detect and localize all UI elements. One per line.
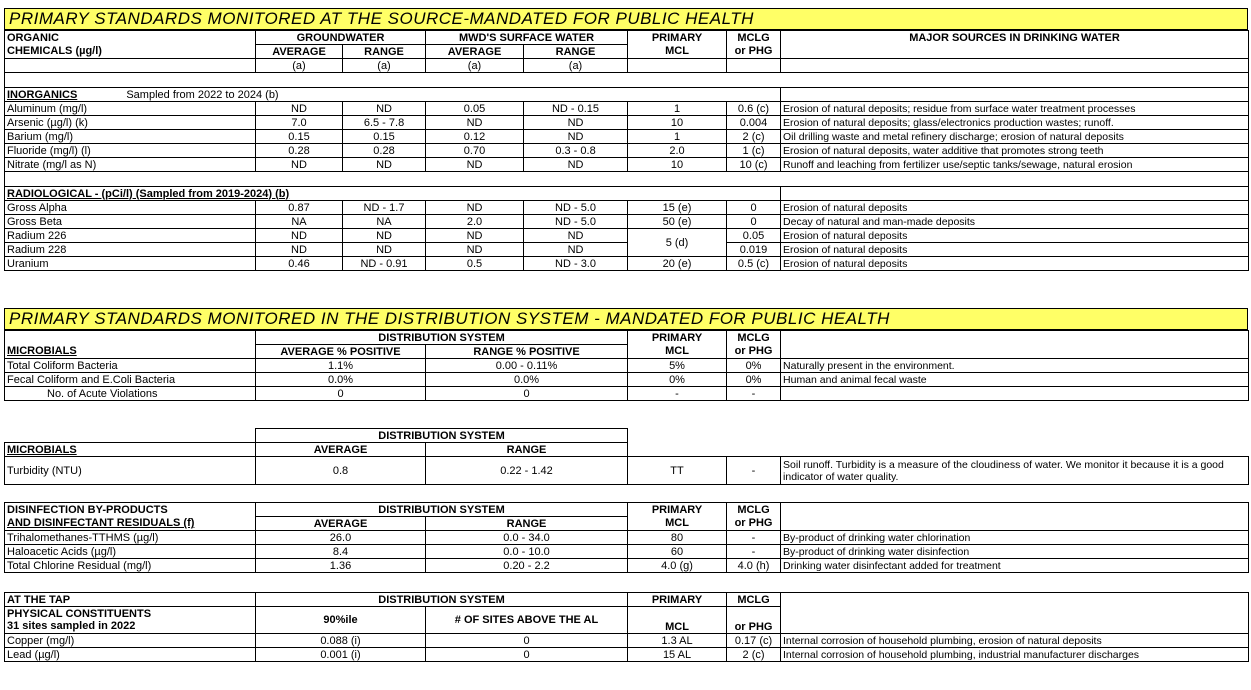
dbp-hdr-range: RANGE [426,517,628,531]
tap-mclg: 0.17 (c) [727,634,781,648]
hdr-a-5 [628,59,727,73]
dbp-mcl: 4.0 (g) [628,559,727,573]
dbp-name: Haloacetic Acids (µg/l) [5,545,256,559]
radiological-sw-range: ND - 3.0 [524,257,628,271]
tap-source: Internal corrosion of household plumbing, erosion of natural deposits [781,634,1249,648]
spacer-row [5,73,1249,88]
inorganic-mclg: 1 (c) [727,144,781,158]
tap-row [5,634,1249,648]
inorganic-mcl: 1 [628,102,727,116]
tap-hdr-blank2 [781,607,1249,634]
inorganic-sw-avg: ND [426,116,524,130]
dbp-hdr-mcl: MCL [628,517,727,531]
dbp-name: Trihalomethanes-TTHMS (µg/l) [5,531,256,545]
inorganic-gw-range: 0.15 [343,130,426,144]
inorganic-mcl: 10 [628,116,727,130]
dist-hdr-primary: PRIMARY [628,331,727,345]
inorganic-sw-range: ND [524,116,628,130]
dist-hdr-mclg: MCLG [727,331,781,345]
turbidity-mclg: - [727,457,781,485]
inorganic-row [5,116,1249,130]
turbidity-mcl: TT [628,457,727,485]
radiological-row [5,201,1249,215]
tap-hdr-mclg: MCLG [727,593,781,607]
hdr-mwd: MWD'S SURFACE WATER [426,31,628,45]
radiological-row [5,229,1249,243]
inorganic-gw-range: 0.28 [343,144,426,158]
hdr-gw-average: AVERAGE [256,45,343,59]
dbp-source: By-product of drinking water disinfection [781,545,1249,559]
turbidity-table [4,428,1249,485]
dbp-title2: AND DISINFECTANT RESIDUALS (f) [5,517,256,531]
radiological-mclg: 0 [727,201,781,215]
dbp-hdr-primary: PRIMARY [628,503,727,517]
hdr-orphg: or PHG [727,45,781,59]
radiological-title: RADIOLOGICAL - (pCi/l) (Sampled from 2019-2024) (b) [5,187,781,201]
microbial-avg: 0.0% [256,373,426,387]
radiological-gw-range: ND [343,243,426,257]
radiological-source: Erosion of natural deposits [781,201,1249,215]
dbp-row [5,545,1249,559]
turb-hdr-blank [5,429,256,443]
dbp-hdr-average: AVERAGE [256,517,426,531]
inorganic-gw-range: ND [343,158,426,172]
radiological-source: Erosion of natural deposits [781,229,1249,243]
tap-name: Lead (µg/l) [5,648,256,662]
inorganic-gw-range: 6.5 - 7.8 [343,116,426,130]
hdr-a-1: (a) [256,59,343,73]
turbidity-row [5,457,1249,485]
microbial-name: Fecal Coliform and E.Coli Bacteria [5,373,256,387]
radiological-sw-range: ND - 5.0 [524,215,628,229]
hdr-sw-average: AVERAGE [426,45,524,59]
tap-rows [5,634,1249,662]
turb-hdr-system: DISTRIBUTION SYSTEM [256,429,628,443]
turb-hdr-blank3 [628,443,1249,457]
turbidity-avg: 0.8 [256,457,426,485]
radiological-gw-avg: NA [256,215,343,229]
inorganic-name: Fluoride (mg/l) (l) [5,144,256,158]
dbp-hdr-orphg: or PHG [727,517,781,531]
inorganic-row [5,144,1249,158]
microbials-title: MICROBIALS [5,345,256,359]
microbial-source [781,387,1249,401]
dist-hdr-blank [5,331,256,345]
dist-hdr-orphg: or PHG [727,345,781,359]
radiological-mcl: 20 (e) [628,257,727,271]
inorganic-mclg: 2 (c) [727,130,781,144]
radiological-source: Erosion of natural deposits [781,243,1249,257]
radiological-source: Decay of natural and man-made deposits [781,215,1249,229]
radiological-row [5,257,1249,271]
tap-phys1: PHYSICAL CONSTITUENTS [7,608,152,620]
inorganic-source: Runoff and leaching from fertilizer use/septic tanks/sewage, natural erosion [781,158,1249,172]
inorganic-name: Arsenic (µg/l) (k) [5,116,256,130]
hdr-a-7 [781,59,1249,73]
inorganics-title: INORGANICS [7,88,78,101]
inorganic-sw-avg: ND [426,158,524,172]
inorganic-mclg: 0.6 (c) [727,102,781,116]
dist-hdr-mcl: MCL [628,345,727,359]
microbial-name: Total Coliform Bacteria [5,359,256,373]
microbial-range: 0.0% [426,373,628,387]
inorganic-name: Barium (mg/l) [5,130,256,144]
radiological-sw-range: ND - 5.0 [524,201,628,215]
tap-avg: 0.001 (i) [256,648,426,662]
radiological-mclg: 0.05 [727,229,781,243]
radiological-gw-avg: ND [256,243,343,257]
inorganic-name: Nitrate (mg/l as N) [5,158,256,172]
source-table [4,30,1249,271]
inorganics-heading [5,88,781,102]
microbial-avg: 0 [256,387,426,401]
hdr-gw-range: RANGE [343,45,426,59]
hdr-a-blank [5,59,256,73]
inorganic-sw-avg: 0.05 [426,102,524,116]
radiological-sw-avg: ND [426,243,524,257]
inorganic-gw-avg: ND [256,102,343,116]
tap-hdr-mcl: MCL [628,607,727,634]
inorganic-mcl: 2.0 [628,144,727,158]
tap-mcl: 1.3 AL [628,634,727,648]
radiological-mcl: 15 (e) [628,201,727,215]
tap-hdr-blank [781,593,1249,607]
inorganic-row [5,102,1249,116]
turb-hdr-blank2 [628,429,1249,443]
radiological-name: Gross Alpha [5,201,256,215]
turbidity-name: Turbidity (NTU) [5,457,256,485]
inorganic-gw-avg: 0.28 [256,144,343,158]
hdr-primary: PRIMARY [628,31,727,45]
hdr-a-6 [727,59,781,73]
dbp-row [5,559,1249,573]
tap-hdr-system: DISTRIBUTION SYSTEM [256,593,628,607]
tap-hdr-orphg: or PHG [727,607,781,634]
inorganic-mcl: 10 [628,158,727,172]
hdr-a-4: (a) [524,59,628,73]
turbidity-source: Soil runoff. Turbidity is a measure of the cloudiness of water. We monitor it because it is a good indicator of water quality. [781,457,1249,485]
microbial-row [5,387,1249,401]
spacer-row-2 [5,172,1249,187]
radiological-gw-avg: ND [256,229,343,243]
inorganics-rows [5,102,1249,172]
inorganic-sw-range: 0.3 - 0.8 [524,144,628,158]
dbp-avg: 8.4 [256,545,426,559]
radiological-gw-range: ND - 1.7 [343,201,426,215]
microbial-rows [5,359,1249,401]
dbp-mclg: - [727,545,781,559]
microbial-source: Naturally present in the environment. [781,359,1249,373]
inorganic-row [5,130,1249,144]
dbp-rows [5,531,1249,573]
dbp-mcl: 80 [628,531,727,545]
dbp-hdr-blank2 [781,517,1249,531]
tap-range: 0 [426,648,628,662]
inorganic-source: Erosion of natural deposits; residue from surface water treatment processes [781,102,1249,116]
radiological-mclg: 0 [727,215,781,229]
dbp-range: 0.20 - 2.2 [426,559,628,573]
tap-range: 0 [426,634,628,648]
dbp-row [5,531,1249,545]
inorganic-sw-avg: 0.70 [426,144,524,158]
hdr-mclg: MCLG [727,31,781,45]
turbidity-range: 0.22 - 1.42 [426,457,628,485]
microbial-mcl: 5% [628,359,727,373]
tap-table [4,592,1249,662]
dbp-table [4,502,1249,573]
microbial-range: 0 [426,387,628,401]
hdr-range-positive: RANGE % POSITIVE [426,345,628,359]
radiological-gw-range: ND [343,229,426,243]
microbial-avg: 1.1% [256,359,426,373]
dbp-avg: 26.0 [256,531,426,545]
hdr-groundwater: GROUNDWATER [256,31,426,45]
inorganic-mclg: 0.004 [727,116,781,130]
microbial-row [5,373,1249,387]
tap-mcl: 15 AL [628,648,727,662]
hdr-mcl: MCL [628,45,727,59]
microbial-range: 0.00 - 0.11% [426,359,628,373]
tap-avg: 0.088 (i) [256,634,426,648]
hdr-blank [781,45,1249,59]
radiological-name: Radium 226 [5,229,256,243]
microbial-mcl: - [628,387,727,401]
hdr-chemicals: CHEMICALS (µg/l) [5,45,256,59]
dist-hdr-system: DISTRIBUTION SYSTEM [256,331,628,345]
dbp-hdr-system: DISTRIBUTION SYSTEM [256,503,628,517]
inorganic-name: Aluminum (mg/l) [5,102,256,116]
radiological-sw-avg: 0.5 [426,257,524,271]
radiological-sw-range: ND [524,229,628,243]
hdr-sw-range: RANGE [524,45,628,59]
tap-phys2: 31 sites sampled in 2022 [7,620,136,632]
inorganic-sw-avg: 0.12 [426,130,524,144]
microbial-name: No. of Acute Violations [5,387,256,401]
radiological-sw-avg: 2.0 [426,215,524,229]
dbp-name: Total Chlorine Residual (mg/l) [5,559,256,573]
inorganic-row [5,158,1249,172]
dbp-hdr-mclg: MCLG [727,503,781,517]
hdr-avg-positive: AVERAGE % POSITIVE [256,345,426,359]
dist-hdr-blank2 [781,331,1249,345]
tap-hdr-90: 90%ile [256,607,426,634]
tap-hdr-sites: # OF SITES ABOVE THE AL [426,607,628,634]
dist-hdr-blank3 [781,345,1249,359]
radiological-gw-range: ND - 0.91 [343,257,426,271]
radiological-title-blank [781,187,1249,201]
radiological-rows [5,201,1249,271]
inorganic-gw-avg: 0.15 [256,130,343,144]
radiological-name: Gross Beta [5,215,256,229]
inorganic-source: Oil drilling waste and metal refinery discharge; erosion of natural deposits [781,130,1249,144]
radiological-name: Radium 228 [5,243,256,257]
radiological-sw-avg: ND [426,201,524,215]
dbp-source: Drinking water disinfectant added for treatment [781,559,1249,573]
radiological-gw-avg: 0.87 [256,201,343,215]
inorganic-gw-avg: 7.0 [256,116,343,130]
dbp-hdr-blank [781,503,1249,517]
hdr-a-3: (a) [426,59,524,73]
tap-row [5,648,1249,662]
tap-hdr-primary: PRIMARY [628,593,727,607]
radiological-row [5,243,1249,257]
microbial-row [5,359,1249,373]
inorganic-sw-range: ND - 0.15 [524,102,628,116]
microbial-mclg: 0% [727,359,781,373]
turb-hdr-average: AVERAGE [256,443,426,457]
dbp-title1: DISINFECTION BY-PRODUCTS [5,503,256,517]
section1-banner: PRIMARY STANDARDS MONITORED AT THE SOURCE-MANDATED FOR PUBLIC HEALTH [4,8,1248,30]
radiological-mclg: 0.5 (c) [727,257,781,271]
inorganic-mclg: 10 (c) [727,158,781,172]
hdr-organic: ORGANIC [5,31,256,45]
hdr-sources: MAJOR SOURCES IN DRINKING WATER [781,31,1249,45]
radiological-name: Uranium [5,257,256,271]
microbial-mcl: 0% [628,373,727,387]
radiological-gw-range: NA [343,215,426,229]
dbp-range: 0.0 - 10.0 [426,545,628,559]
radiological-mcl: 5 (d) [628,229,727,257]
inorganic-sw-range: ND [524,130,628,144]
turb-hdr-range: RANGE [426,443,628,457]
dbp-source: By-product of drinking water chlorination [781,531,1249,545]
microbial-mclg: 0% [727,373,781,387]
tap-title: AT THE TAP [5,593,256,607]
radiological-sw-avg: ND [426,229,524,243]
inorganic-source: Erosion of natural deposits; glass/electronics production wastes; runoff. [781,116,1249,130]
tap-source: Internal corrosion of household plumbing, industrial manufacturer discharges [781,648,1249,662]
tap-physical [5,607,256,634]
radiological-sw-range: ND [524,243,628,257]
hdr-a-2: (a) [343,59,426,73]
dbp-mclg: 4.0 (h) [727,559,781,573]
radiological-gw-avg: 0.46 [256,257,343,271]
dbp-mcl: 60 [628,545,727,559]
tap-mclg: 2 (c) [727,648,781,662]
dbp-mclg: - [727,531,781,545]
radiological-mcl: 50 (e) [628,215,727,229]
radiological-mclg: 0.019 [727,243,781,257]
inorganic-sw-range: ND [524,158,628,172]
inorganics-note: Sampled from 2022 to 2024 (b) [126,88,279,101]
distribution-table [4,330,1249,401]
tap-name: Copper (mg/l) [5,634,256,648]
microbial-mclg: - [727,387,781,401]
inorganic-source: Erosion of natural deposits, water additive that promotes strong teeth [781,144,1249,158]
inorganic-gw-range: ND [343,102,426,116]
turbidity-microbials-title: MICROBIALS [5,443,256,457]
inorganic-gw-avg: ND [256,158,343,172]
microbial-source: Human and animal fecal waste [781,373,1249,387]
inorganics-heading-blank [781,88,1249,102]
section2-banner: PRIMARY STANDARDS MONITORED IN THE DISTRIBUTION SYSTEM - MANDATED FOR PUBLIC HEALTH [4,308,1248,330]
radiological-row [5,215,1249,229]
dbp-range: 0.0 - 34.0 [426,531,628,545]
radiological-source: Erosion of natural deposits [781,257,1249,271]
dbp-avg: 1.36 [256,559,426,573]
inorganic-mcl: 1 [628,130,727,144]
